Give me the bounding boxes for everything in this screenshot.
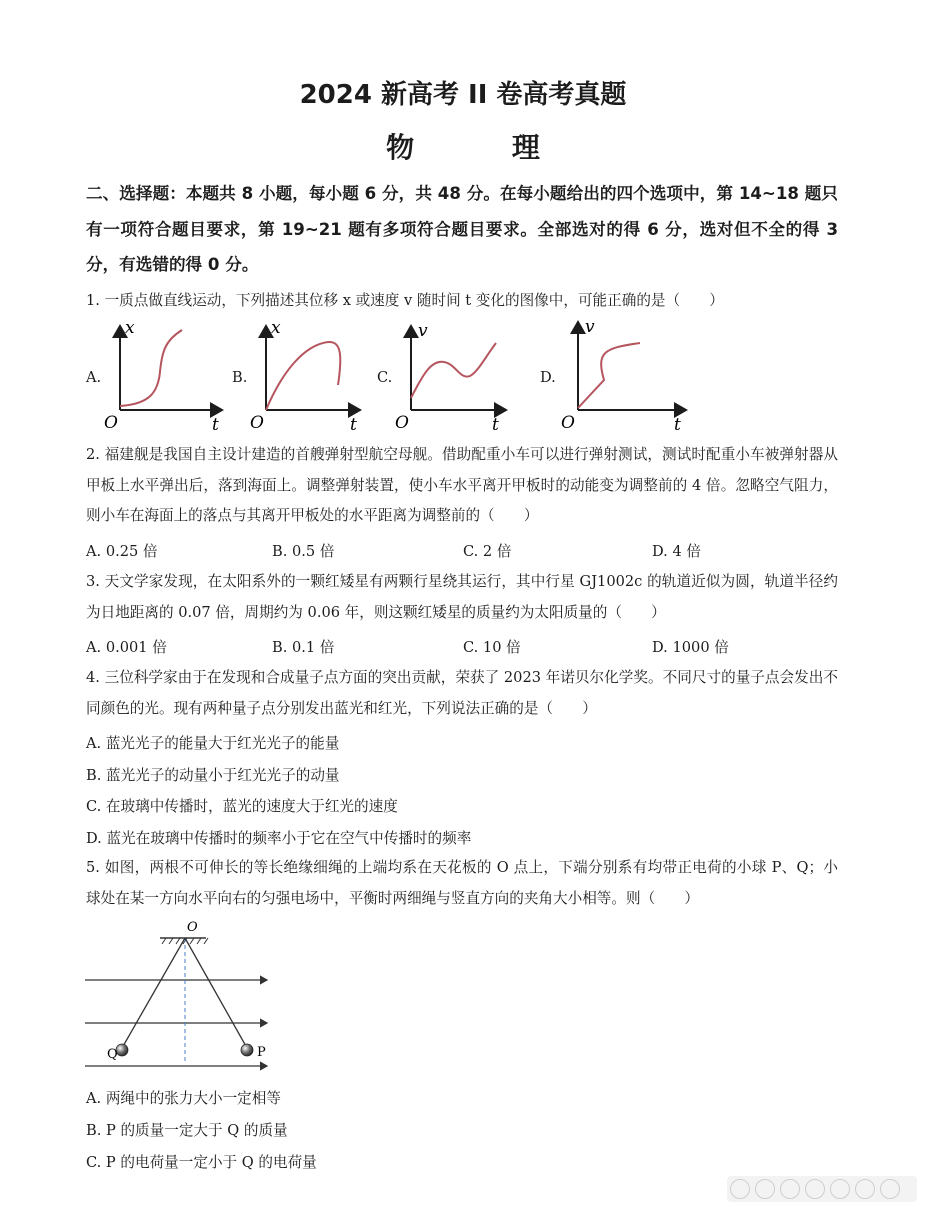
q1-option-a-label: A. xyxy=(86,369,102,386)
q4-option-d: D. 蓝光在玻璃中传播时的频率小于它在空气中传播时的频率 xyxy=(86,830,472,847)
ball-q xyxy=(116,1044,128,1056)
q5-option-c: C. P 的电荷量一定小于 Q 的电荷量 xyxy=(86,1154,317,1171)
watermark-badge xyxy=(727,1176,917,1202)
q3-stem: 3. 天文学家发现，在太阳系外的一颗红矮星有两颗行星绕其运行，其中行星 GJ1002c 的轨道近似为圆，轨道半径约为日地距离的 0.07 倍，周期约为 0.06 年，则这颗红矮星的质量约为太阳质量的（ ） xyxy=(86,573,838,621)
ball-q-label: Q xyxy=(107,1047,118,1062)
q1-option-b-label: B. xyxy=(232,369,248,386)
q5-option-b: B. P 的质量一定大于 Q 的质量 xyxy=(86,1122,288,1139)
graph-a-origin: O xyxy=(104,413,118,433)
graph-a-y-label: x xyxy=(125,318,135,338)
q5-option-a: A. 两绳中的张力大小一定相等 xyxy=(86,1090,281,1107)
q1-option-c-label: C. xyxy=(377,369,393,386)
watermark-dot-icon xyxy=(805,1179,825,1199)
exam-title: 2024 新高考 II 卷高考真题 xyxy=(299,80,627,110)
q3-option-c: C. 10 倍 xyxy=(463,639,521,656)
graph-c xyxy=(395,321,506,435)
q2-option-b: B. 0.5 倍 xyxy=(272,543,335,560)
point-o-label: O xyxy=(187,920,198,935)
graph-d-origin: O xyxy=(561,413,575,433)
graph-b-x-label: t xyxy=(350,415,357,435)
graph-c-curve xyxy=(411,343,496,398)
section-instructions: 二、选择题：本题共 8 小题，每小题 6 分，共 48 分。在每小题给出的四个选项中，第 14~18 题只有一项符合题目要求，第 19~21 题有多项符合题目要求。全部选对的得 6 分，选对但不全的得 3 分，有选错的得 0 分。 xyxy=(86,184,838,274)
graph-c-x-label: t xyxy=(492,415,499,435)
q1-stem: 1. 一质点做直线运动，下列描述其位移 x 或速度 v 随时间 t 变化的图像中，可能正确的是（ ） xyxy=(86,292,724,309)
q3-option-d: D. 1000 倍 xyxy=(652,639,729,656)
ball-p xyxy=(241,1044,253,1056)
string-p xyxy=(185,938,247,1048)
q2-option-d: D. 4 倍 xyxy=(652,543,701,560)
graph-d-curve xyxy=(578,343,640,408)
q3-option-b: B. 0.1 倍 xyxy=(272,639,335,656)
q1-graphs xyxy=(0,0,926,440)
graph-a-x-label: t xyxy=(212,415,219,435)
watermark-dot-icon xyxy=(730,1179,750,1199)
subject-title: 物 理 xyxy=(386,131,584,164)
string-q xyxy=(122,938,185,1048)
q4-option-a: A. 蓝光光子的能量大于红光光子的能量 xyxy=(86,735,340,752)
watermark-dot-icon xyxy=(880,1179,900,1199)
graph-a xyxy=(104,318,222,435)
q1-option-d-label: D. xyxy=(540,369,556,386)
graph-b-origin: O xyxy=(250,413,264,433)
graph-d-y-label: v xyxy=(585,317,595,337)
watermark-dot-icon xyxy=(755,1179,775,1199)
watermark-dot-icon xyxy=(780,1179,800,1199)
graph-a-curve xyxy=(120,330,182,406)
graph-c-origin: O xyxy=(395,413,409,433)
graph-b-y-label: x xyxy=(271,318,281,338)
graph-b xyxy=(250,318,360,435)
graph-d-x-label: t xyxy=(674,415,681,435)
q2-option-c: C. 2 倍 xyxy=(463,543,512,560)
graph-b-curve xyxy=(266,342,340,410)
watermark-dot-icon xyxy=(830,1179,850,1199)
ball-p-label: P xyxy=(257,1045,266,1060)
graph-d xyxy=(561,317,686,435)
q3-option-a: A. 0.001 倍 xyxy=(86,639,167,656)
q5-figure xyxy=(80,918,280,1078)
graph-c-y-label: v xyxy=(418,321,428,341)
q2-stem: 2. 福建舰是我国自主设计建造的首艘弹射型航空母舰。借助配重小车可以进行弹射测试，测试时配重小车被弹射器从甲板上水平弹出后，落到海面上。调整弹射装置，使小车水平离开甲板时的动能变为调整前的 4 倍。忽略空气阻力，则小车在海面上的落点与其离开甲板处的水平距离为调整前的（ ） xyxy=(86,446,838,525)
watermark-dot-icon xyxy=(855,1179,875,1199)
q5-stem: 5. 如图，两根不可伸长的等长绝缘细绳的上端均系在天花板的 O 点上，下端分别系有均带正电荷的小球 P、Q；小球处在某一方向水平向右的匀强电场中，平衡时两细绳与竖直方向的夹角大小相等。则（ ） xyxy=(86,859,838,907)
q4-option-c: C. 在玻璃中传播时，蓝光的速度大于红光的速度 xyxy=(86,798,398,815)
q4-stem: 4. 三位科学家由于在发现和合成量子点方面的突出贡献，荣获了 2023 年诺贝尔化学奖。不同尺寸的量子点会发出不同颜色的光。现有两种量子点分别发出蓝光和红光，下列说法正确的是（ ） xyxy=(86,669,838,717)
q4-option-b: B. 蓝光光子的动量小于红光光子的动量 xyxy=(86,767,340,784)
q2-option-a: A. 0.25 倍 xyxy=(86,543,158,560)
